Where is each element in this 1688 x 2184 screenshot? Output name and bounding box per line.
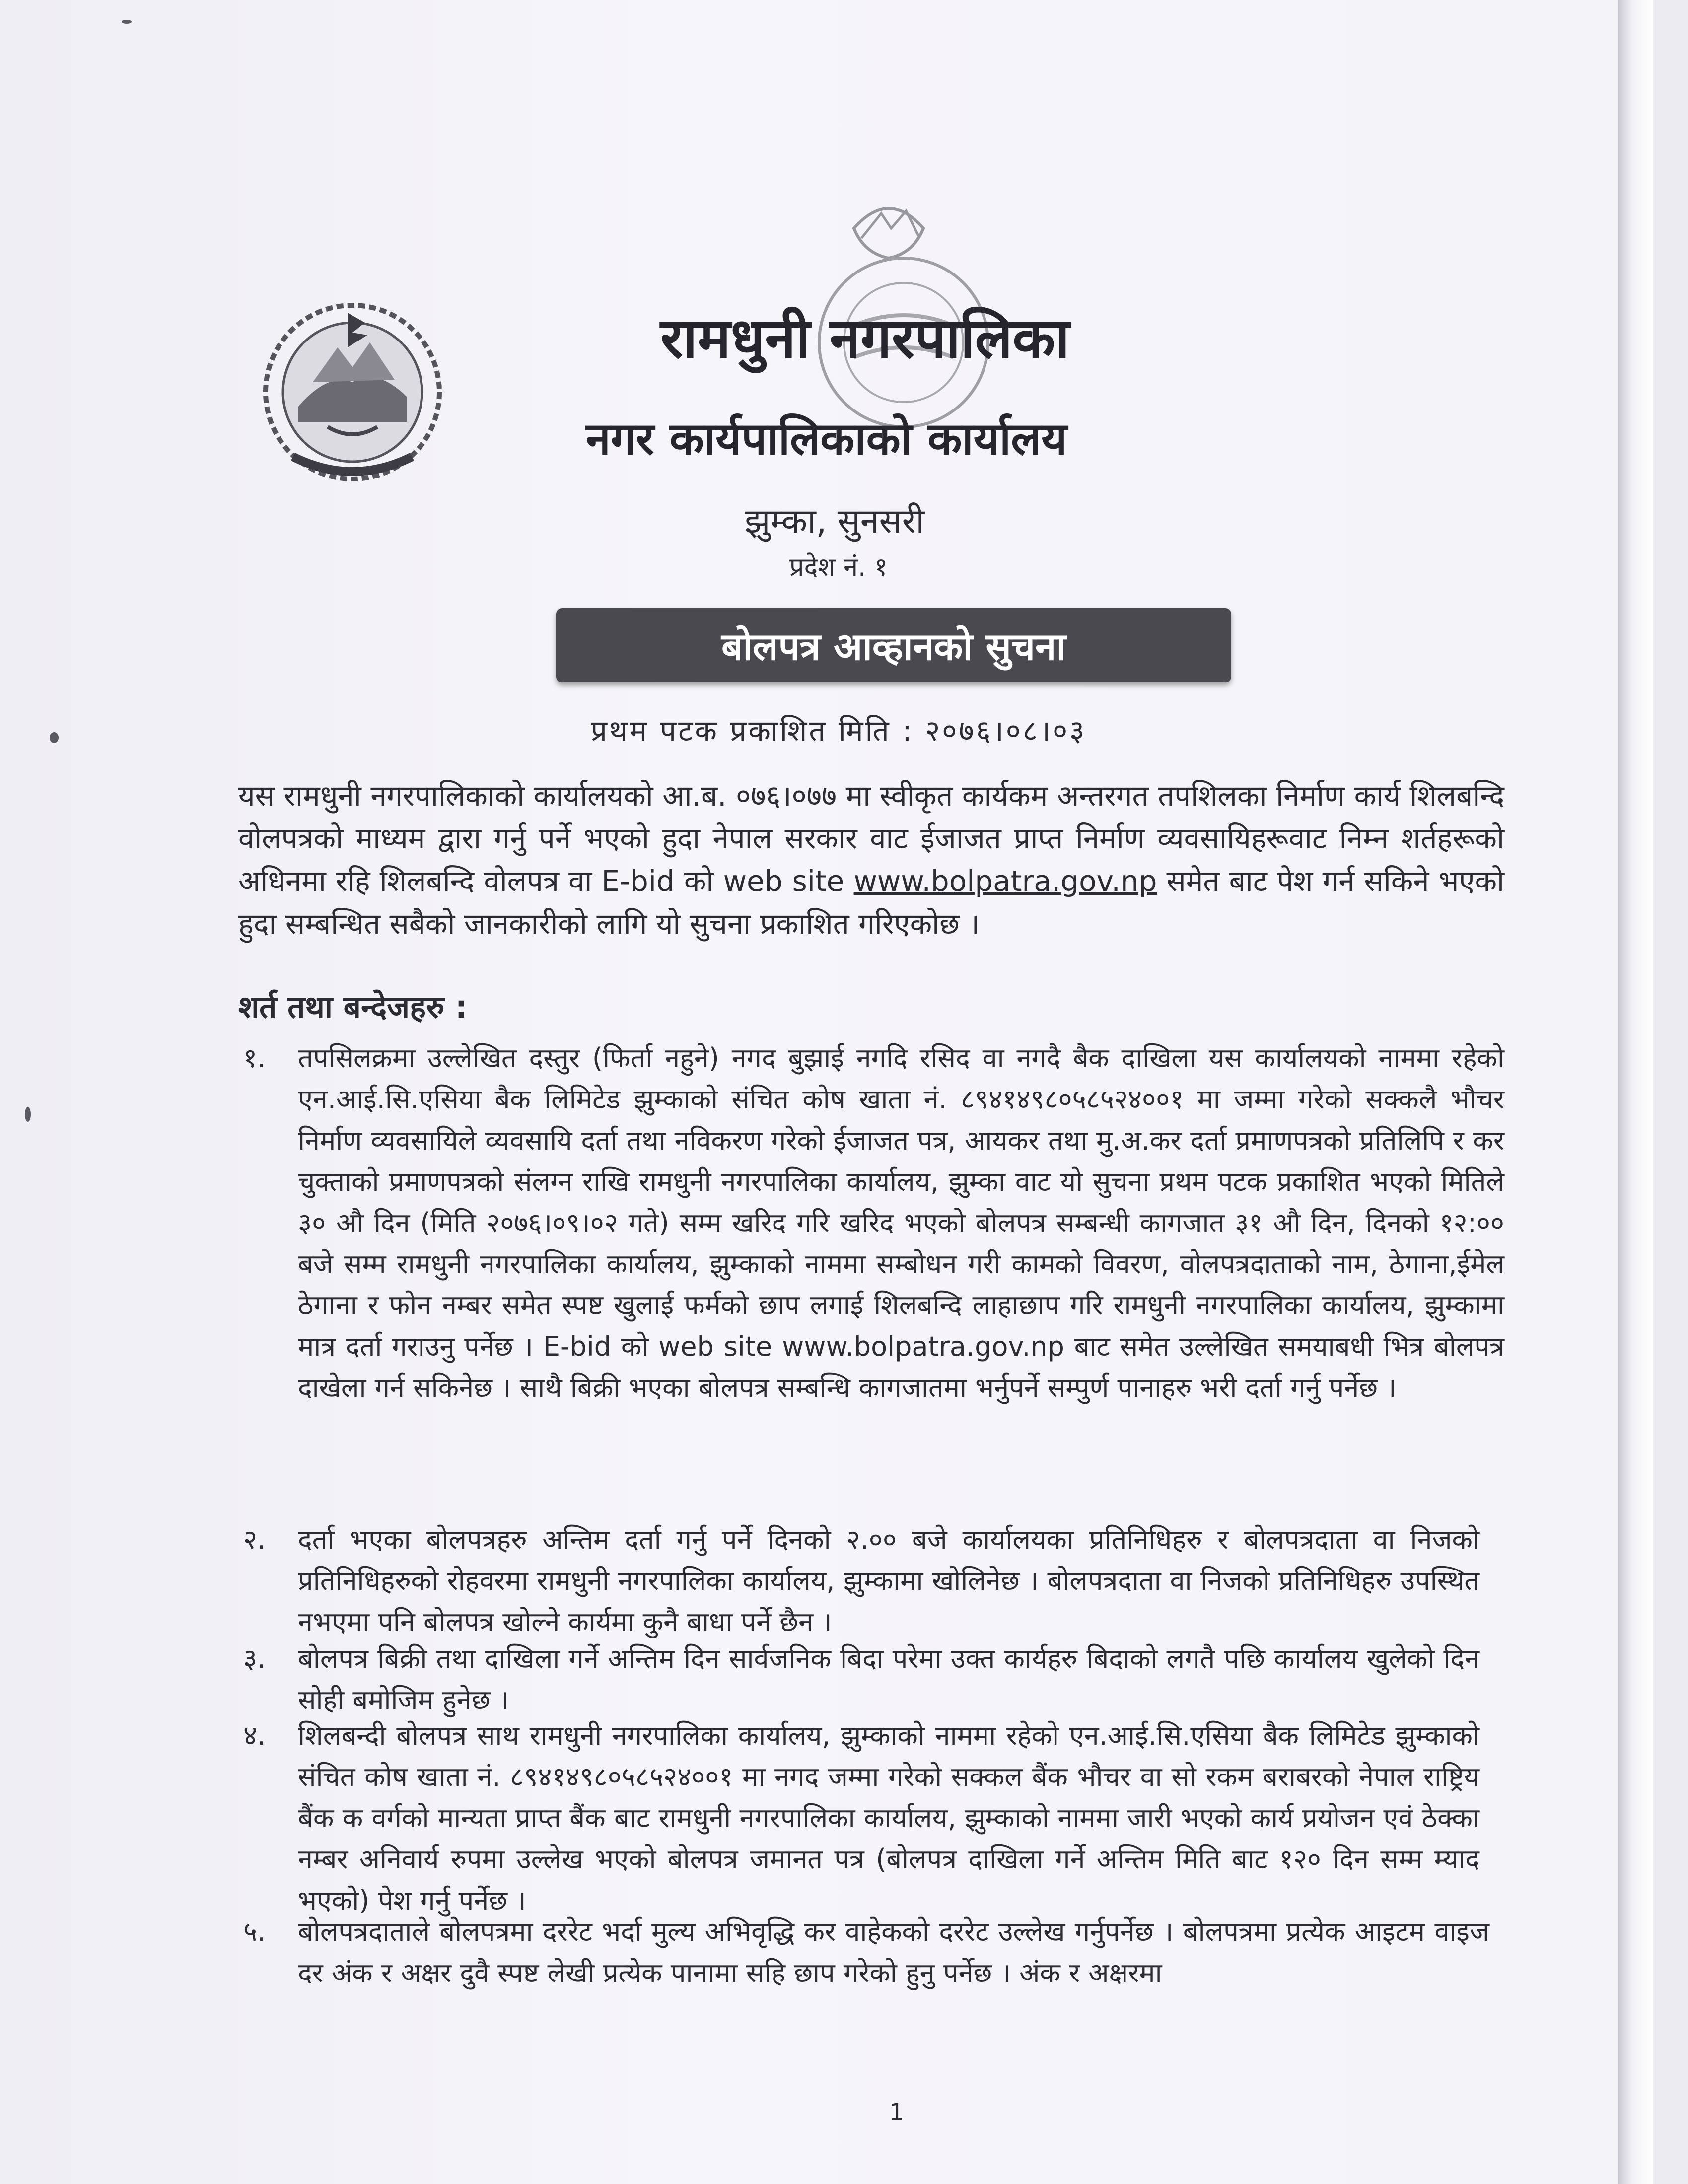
notice-title: बोलपत्र आव्हानको सुचना — [721, 624, 1066, 669]
bolpatra-website-link[interactable]: www.bolpatra.gov.np — [853, 864, 1157, 898]
conditions-heading: शर्त तथा बन्देजहरु : — [238, 989, 468, 1025]
condition-item — [243, 1638, 1479, 1720]
condition-item — [243, 1037, 1504, 1408]
municipality-name: रामधुनी नगरपालिका — [660, 306, 1070, 371]
condition-item — [243, 1519, 1479, 1642]
publish-date: प्रथम पटक प्रकाशित मिति : २०७६।०८।०३ — [591, 714, 1087, 748]
scan-speck — [25, 1107, 31, 1122]
condition-number: ३. — [243, 1643, 266, 1674]
condition-number: १. — [243, 1042, 266, 1074]
page-edge — [1618, 0, 1653, 2184]
condition-text: बोलपत्र बिक्री तथा दाखिला गर्ने अन्तिम दिन सार्वजनिक बिदा परेमा उक्त कार्यहरु बिदाको लगतै पछि कार्यालय खुलेको दिन सोही बमोजिम हुनेछ । — [298, 1643, 1479, 1715]
condition-number: ५. — [243, 1916, 266, 1947]
condition-item — [243, 1911, 1489, 1993]
scan-speck — [122, 20, 132, 24]
condition-number: ४. — [243, 1720, 266, 1751]
intro-text-part2: समेत बाट पेश गर्न सकिने भएको हुदा सम्बन्धित सबैको जानकारीको लागि यो सुचना प्रकाशित गरिएकोछ । — [238, 864, 1505, 941]
office-name: नगर कार्यपालिकाको कार्यालय — [586, 413, 1067, 465]
scan-speck — [50, 732, 59, 743]
condition-text: दर्ता भएका बोलपत्रहरु अन्तिम दर्ता गर्नु पर्ने दिनको २.०० बजे कार्यालयका प्रतिनिधिहरु र बोलपत्रदाता वा निजको प्रतिनिधिहरुको रोहवरमा रामधुनी नगरपालिका कार्यालय, झुम्कामा खोलिनेछ । बोलपत्रदाता वा निजको प्रतिनिधिहरु उपस्थित नभएमा पनि बोलपत्र खोल्ने कार्यमा कुनै बाधा पर्ने छैन । — [298, 1524, 1479, 1638]
intro-paragraph — [238, 774, 1504, 945]
province-number: प्रदेश नं. १ — [789, 552, 888, 582]
condition-text: शिलबन्दी बोलपत्र साथ रामधुनी नगरपालिका कार्यालय, झुम्काको नाममा रहेको एन.आई.सि.एसिया बैक लिमिटेड झुम्काको संचित कोष खाता नं. ८९४१४९८०५८५२४००१ मा नगद जम्मा गरेको सक्कल बैंक भौचर वा सो रकम बराबरको नेपाल राष्ट्रिय बैंक क वर्गको मान्यता प्राप्त बैंक बाट रामधुनी नगरपालिका कार्यालय, झुम्काको नाममा जारी भएको कार्य प्रयोजन एवं ठेक्का नम्बर अनिवार्य रुपमा उल्लेख भएको बोलपत्र जमानत पत्र (बोलपत्र दाखिला गर्ने अन्तिम मिति बाट १२० दिन सम्म म्याद भएको) पेश गर्नु पर्नेछ । — [298, 1720, 1479, 1916]
page-number: 1 — [889, 2099, 905, 2126]
nepal-emblem-icon — [253, 293, 452, 491]
intro-text-part1: यस रामधुनी नगरपालिकाको कार्यालयको आ.ब. ०७६।०७७ मा स्वीकृत कार्यकम अन्तरगत तपशिलका निर्माण कार्य शिलबन्दि वोलपत्रको माध्यम द्वारा गर्नु पर्ने भएको हुदा नेपाल सरकार वाट ईजाजत प्राप्त निर्माण व्यवसायिहरूवाट निम्न शर्तहरूको अधिनमा रहि शिलबन्दि वोलपत्र वा E-bid को web site — [238, 779, 1504, 898]
condition-item — [243, 1715, 1479, 1921]
condition-text: बोलपत्रदाताले बोलपत्रमा दररेट भर्दा मुल्य अभिवृद्धि कर वाहेकको दररेट उल्लेख गर्नुपर्नेछ । बोलपत्रमा प्रत्येक आइटम वाइज दर अंक र अक्षर दुवै स्पष्ट लेखी प्रत्येक पानामा सहि छाप गरेको हुनु पर्नेछ । अंक र अक्षरमा — [298, 1916, 1489, 1988]
condition-number: २. — [243, 1524, 266, 1555]
office-location: झुम्का, सुनसरी — [745, 502, 925, 541]
condition-text: तपसिलक्रमा उल्लेखित दस्तुर (फिर्ता नहुने) नगद बुझाई नगदि रसिद वा नगदै बैक दाखिला यस कार्यालयको नाममा रहेको एन.आई.सि.एसिया बैक लिमिटेड झुम्काको संचित कोष खाता नं. ८९४१४९८०५८५२४००१ मा जम्मा गरेको सक्कलै भौचर निर्माण व्यवसायिले व्यवसायि दर्ता तथा नविकरण गरेको ईजाजत पत्र, आयकर तथा मु.अ.कर दर्ता प्रमाणपत्रको प्रतिलिपि र कर चुक्ताको प्रमाणपत्रको संलग्न राखि रामधुनी नगरपालिका कार्यालय, झुम्का वाट यो सुचना प्रथम पटक प्रकाशित भएको मितिले ३० औ दिन (मिति २०७६।०९।०२ गते) सम्म खरिद गरि खरिद भएको बोलपत्र सम्बन्धी कागजात ३१ औ दिन, दिनको १२:०० बजे सम्म रामधुनी नगरपालिका कार्यालय, झुम्काको नाममा सम्बोधन गरी कामको विवरण, वोलपत्रदाताको नाम, ठेगाना,ईमेल ठेगाना र फोन नम्बर समेत स्पष्ट खुलाई फर्मको छाप लगाई शिलबन्दि लाहाछाप गरि रामधुनी नगरपालिका कार्यालय, झुम्कामा मात्र दर्ता गराउनु पर्नेछ । E-bid को web site www.bolpatra.gov.np बाट समेत उल्लेखित समयाबधी भित्र बोलपत्र दाखेला गर्न सकिनेछ । साथै बिक्री भएका बोलपत्र सम्बन्धि कागजातमा भर्नुपर्ने सम्पुर्ण पानाहरु भरी दर्ता गर्नु पर्नेछ । — [298, 1042, 1504, 1403]
notice-title-banner — [556, 608, 1231, 682]
